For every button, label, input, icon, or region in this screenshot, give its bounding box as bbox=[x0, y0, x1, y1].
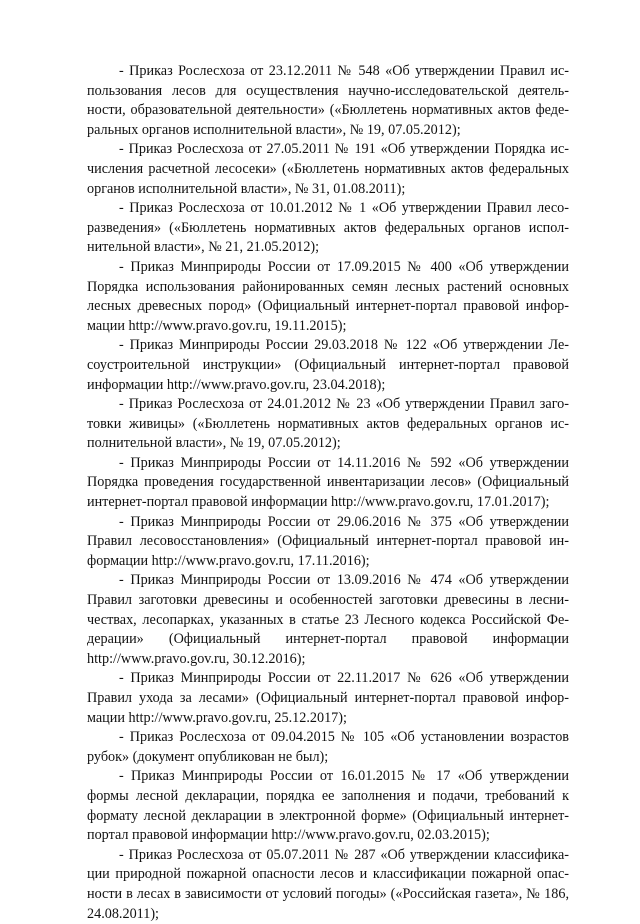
list-item: - Приказ Минприроды России от 14.11.2016 № 592 «Об утверждении Порядка проведения государственной инвентаризации лесов» (Официальный интернет-портал правовой информации http://www.pravo.gov.ru, 17.01.2017); bbox=[87, 454, 569, 511]
list-item: - Приказ Минприроды России 29.03.2018 № 122 «Об утверждении Лесоустроительной инструкции» (Официальный интернет-портал правовой информации http://www.pravo.gov.ru, 23.04.2018); bbox=[87, 337, 569, 393]
list-item: - Приказ Рослесхоза от 23.12.2011 № 548 «Об утверждении Правил использования лесов для осуществления научно-исследовательской деятельности, образовательной деятельности» («Бюллетень нормативных актов федеральных органов исполнительной власти», № 19, 07.05.2012); bbox=[87, 63, 569, 138]
list-item: - Приказ Минприроды России от 22.11.2017 № 626 «Об утверждении Правил ухода за лесами» (Официальный интернет-портал правовой информации http://www.pravo.gov.ru, 25.12.2017); bbox=[87, 670, 569, 726]
list-item: - Приказ Рослесхоза от 09.04.2015 № 105 «Об установлении возрастов рубок» (документ опубликован не был); bbox=[87, 729, 569, 765]
list-item: - Приказ Минприроды России от 13.09.2016 № 474 «Об утверждении Правил заготовки древесины и особенностей заготовки древесины в лесничествах, лесопарках, указанных в статье 23 Лесного кодекса Российской Федерации» (Официальный интернет-портал правовой информации http://www.pravo.gov.ru, 30.12.2016); bbox=[87, 572, 569, 667]
list-item: - Приказ Рослесхоза от 27.05.2011 № 191 «Об утверждении Порядка исчисления расчетной лесосеки» («Бюллетень нормативных актов федеральных органов исполнительной власти», № 31, 01.08.2011); bbox=[87, 141, 569, 197]
list-item: - Приказ Минприроды России от 29.06.2016 № 375 «Об утверждении Правил лесовосстановления» (Официальный интернет-портал правовой информации http://www.pravo.gov.ru, 17.11.2016); bbox=[87, 513, 569, 569]
list-item: - Приказ Рослесхоза от 05.07.2011 № 287 «Об утверждении классификации природной пожарной опасности лесов и классификации пожарной опасности в лесах в зависимости от условий погоды» («Российская газета», № 186, 24.08.2011); bbox=[87, 846, 569, 922]
list-item: - Приказ Минприроды России от 16.01.2015 № 17 «Об утверждении формы лесной декларации, порядка ее заполнения и подачи, требований к формату лесной декларации в электронной форме» (Официальный интернет-портал правовой информации http://www.pravo.gov.ru, 02.03.2015); bbox=[87, 768, 569, 844]
list-item: - Приказ Рослесхоза от 10.01.2012 № 1 «Об утверждении Правил лесоразведения» («Бюллетень нормативных актов федеральных органов исполнительной власти», № 21, 21.05.2012); bbox=[87, 200, 569, 256]
document-page bbox=[87, 62, 569, 924]
list-item: - Приказ Рослесхоза от 24.01.2012 № 23 «Об утверждении Правил заготовки живицы» («Бюллетень нормативных актов федеральных органов исполнительной власти», № 19, 07.05.2012); bbox=[87, 396, 569, 452]
list-item: - Приказ Минприроды России от 17.09.2015 № 400 «Об утверждении Порядка использования районированных семян лесных растений основных лесных древесных пород» (Официальный интернет-портал правовой информации http://www.pravo.gov.ru, 19.11.2015); bbox=[87, 258, 569, 334]
